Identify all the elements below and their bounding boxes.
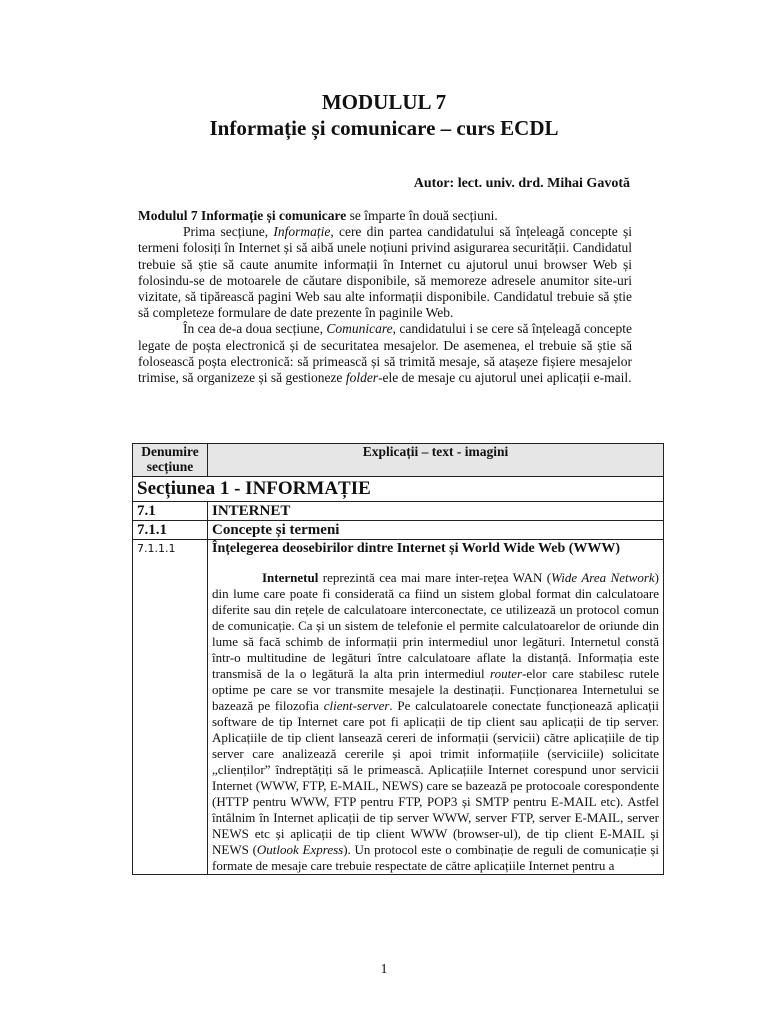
content-table [132,443,664,875]
table-row [133,521,664,540]
row-number: 7.1 [133,502,208,521]
intro-lead-rest: se împarte în două secțiuni. [346,208,498,223]
row-number: 7.1.1.1 [133,540,208,875]
intro-text [138,208,632,386]
table-header-row [133,444,664,477]
header-explanations: Explicații – text - imagini [208,444,664,477]
section-title-row [133,477,664,502]
row-body-text: Internetul reprezintă cea mai mare inter-rețea WAN (Wide Area Network) din lume care poate fi considerată ca fiind un sistem global format din calculatoare diferite sau din rețele de calculatoare interconectate, ce utilizează un protocol comun de comunicație. Ca și un sistem de telefonie el permite calculatoarelor de oriunde din lume să facă schimb de informații prin intermediul unor legături. Internetul constă într-o multitudine de legături între calculatoare aflate la distanță. Informația este transmisă de la o legătură la alta prin intermediul router-elor care stabilesc rutele optime pe care se vor transmite mesajele la destinații. Funcționarea Internetului se bazează pe filozofia client-server. Pe calculatoarele conectate funcționează aplicații software de tip Internet care pot fi aplicații de tip client sau aplicații de tip server. Aplicațiile de tip client lansează cereri de informații (servicii) către aplicațiile de tip server care analizează cererile și apoi trimit informațiile (serviciile) solicitate „clienților” îndreptățiți să le primească. Aplicațiile Internet corespund unor servicii Internet (WWW, FTP, E-MAIL, NEWS) care se bazează pe protocoale corespondente (HTTP pentru WWW, FTP pentru FTP, POP3 și SMTP pentru E-MAIL etc). Astfel întâlnim în Internet aplicații de tip server WWW, server FTP, server E-MAIL, server NEWS etc și aplicații de tip client WWW (browser-ul), de tip client E-MAIL și NEWS (Outlook Express). Un protocol este o combinație de reguli de comunicație și formate de mesaje care trebuie respectate de către aplicațiile Internet pentru a [212,570,659,873]
intro-paragraph-2: Prima secțiune, Informație, cere din partea candidatului să înțeleagă concepte și termeni folosiți în Internet și să aibă unele noțiuni privind asigurarea securității. Candidatul trebuie să știe să caute anumite informații în Internet cu ajutorul unui browser Web și folosindu-se de motoarele de căutare disponibile, să memoreze adresele anumitor site-uri vizitate, să tipărească pagini Web sau alte informații disponibile. Candidatul trebuie să știe să completeze formulare de date prezente în paginile Web. [138,224,632,321]
intro-paragraph-3: În cea de-a doua secțiune, Comunicare, candidatului i se cere să înțeleagă concepte legate de poșta electronică și de securitatea mesajelor. De asemenea, el trebuie să știe să folosească poșta electronică: să primească și să trimită mesaje, să atașeze fișiere mesajelor trimise, să organizeze și să gestioneze folder-ele de mesaje cu ajutorul unei aplicații e-mail. [138,321,632,386]
table-row [133,502,664,521]
page-number: 1 [380,962,388,977]
module-subtitle: Informație și comunicare – curs ECDL [209,116,559,140]
intro-bold-lead: Modulul 7 Informație și comunicare [138,208,347,223]
intro-paragraph-1 [138,208,632,224]
author-line: Autor: lect. univ. drd. Mihai Gavotă [413,176,630,191]
row-label: Concepte și termeni [208,521,664,540]
row-subtitle: Înțelegerea deosebirilor dintre Internet și World Wide Web (WWW) [212,541,621,556]
module-title: MODULUL 7 [321,90,447,114]
table-row [133,540,664,875]
row-label: INTERNET [208,502,664,521]
header-section-name: Denumire secțiune [133,444,208,477]
row-number: 7.1.1 [133,521,208,540]
section-title: Secțiunea 1 - INFORMAȚIE [133,477,664,502]
row-content [208,540,664,875]
